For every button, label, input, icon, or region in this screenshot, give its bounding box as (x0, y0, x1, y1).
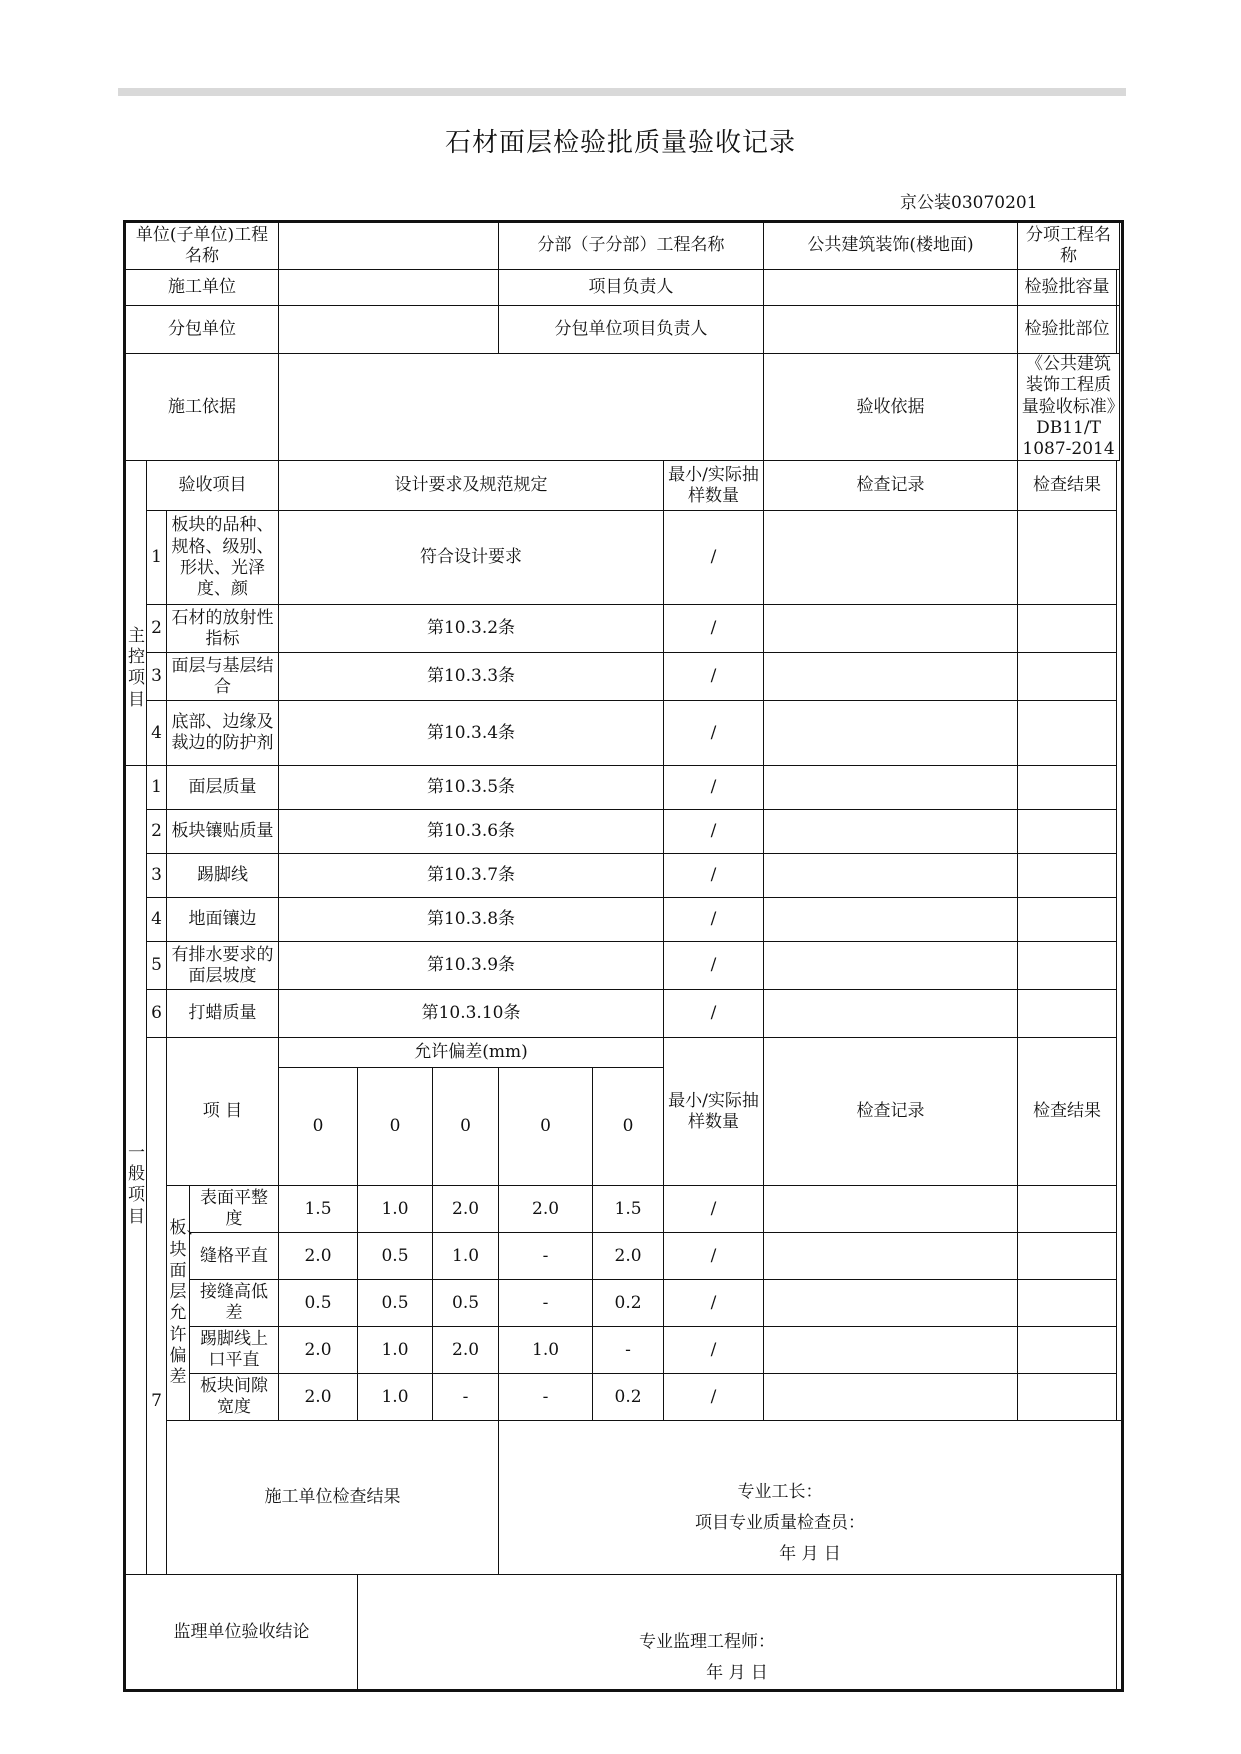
tolerance-value: - (499, 1233, 593, 1280)
row-number: 3 (147, 854, 167, 898)
supervisor-label: 监理单位验收结论 (125, 1575, 358, 1691)
row-sample: / (664, 653, 764, 701)
row-item-name: 底部、边缘及裁边的防护剂 (167, 701, 279, 766)
row-record[interactable] (764, 605, 1018, 653)
row-item-name: 有排水要求的面层坡度 (167, 942, 279, 990)
row-result[interactable] (1018, 898, 1117, 942)
tolerance-result-label: 检查结果 (1018, 1038, 1117, 1186)
row-number: 4 (147, 898, 167, 942)
tolerance-group-label: 板、块面层允许偏差 (167, 1186, 190, 1421)
row-item-name: 石材的放射性指标 (167, 605, 279, 653)
tolerance-value: 2.0 (433, 1186, 499, 1233)
contractor-label: 施工单位 (125, 270, 279, 306)
tolerance-value: 2.0 (279, 1327, 358, 1374)
basis-value[interactable] (279, 354, 764, 461)
row-sample: / (664, 990, 764, 1038)
division-value: 公共建筑装饰(楼地面) (764, 222, 1018, 270)
row-sample: / (664, 1233, 764, 1280)
row-result[interactable] (1018, 810, 1117, 854)
tolerance-value: - (433, 1374, 499, 1421)
tolerance-col-value: 0 (358, 1068, 433, 1186)
tolerance-value: 0.5 (358, 1280, 433, 1327)
col-result: 检查结果 (1018, 461, 1117, 511)
tolerance-value: 1.0 (433, 1233, 499, 1280)
tolerance-row (125, 1186, 1123, 1233)
tolerance-value: - (593, 1327, 664, 1374)
general-row (125, 898, 1123, 942)
col-record: 检查记录 (764, 461, 1018, 511)
header-row-2 (125, 270, 1123, 306)
row-item-name: 踢脚线 (167, 854, 279, 898)
form-code: 京公装03070201 (900, 193, 1038, 213)
tolerance-value: 1.5 (593, 1186, 664, 1233)
capacity-value[interactable] (1117, 270, 1120, 306)
tolerance-value: 0.5 (279, 1280, 358, 1327)
tolerance-item-name: 接缝高低差 (190, 1280, 279, 1327)
tolerance-header-label: 允许偏差(mm) (279, 1038, 664, 1068)
tolerance-value: 1.0 (358, 1374, 433, 1421)
general-label: 一般项目 (125, 766, 147, 1575)
tolerance-value: 2.0 (433, 1327, 499, 1374)
tolerance-col-value: 0 (279, 1068, 358, 1186)
row-sample: / (664, 766, 764, 810)
unit-name-value[interactable] (279, 222, 499, 270)
main-row (125, 701, 1123, 766)
row-sample: / (664, 1327, 764, 1374)
row-result[interactable] (1018, 1374, 1117, 1421)
row-number: 7 (147, 1038, 167, 1575)
contractor-check-area[interactable] (499, 1421, 1123, 1575)
col-item: 验收项目 (147, 461, 279, 511)
form-title: 石材面层检验批质量验收记录 (444, 128, 796, 158)
row-sample: / (664, 810, 764, 854)
main-row (125, 511, 1123, 605)
tolerance-value: 0.2 (593, 1374, 664, 1421)
row-number: 6 (147, 990, 167, 1038)
contractor-value[interactable] (279, 270, 499, 306)
tolerance-row (125, 1327, 1123, 1374)
row-result[interactable] (1018, 854, 1117, 898)
row-record[interactable] (764, 1233, 1018, 1280)
tolerance-header-row (125, 1038, 1123, 1068)
row-number: 3 (147, 653, 167, 701)
foreman-label: 专业工长： (737, 1481, 823, 1502)
row-sample: / (664, 701, 764, 766)
tolerance-record-label: 检查记录 (764, 1038, 1018, 1186)
row-record[interactable] (764, 701, 1018, 766)
column-header-row (125, 461, 1123, 511)
supervisor-area[interactable] (358, 1575, 1117, 1691)
sub-pm-label: 分包单位项目负责人 (499, 306, 764, 354)
subcontractor-value[interactable] (279, 306, 499, 354)
main-row (125, 653, 1123, 701)
acceptance-record-table (123, 220, 1124, 1692)
supervisor-row (125, 1575, 1123, 1691)
row-item-name: 面层质量 (167, 766, 279, 810)
top-rule (118, 88, 1126, 96)
row-record[interactable] (764, 766, 1018, 810)
project-manager-label: 项目负责人 (499, 270, 764, 306)
row-record[interactable] (764, 511, 1018, 605)
col-design: 设计要求及规范规定 (279, 461, 664, 511)
row-requirement: 第10.3.4条 (279, 701, 664, 766)
row-result[interactable] (1018, 1186, 1117, 1233)
tolerance-col-value: 0 (433, 1068, 499, 1186)
row-sample: / (664, 1280, 764, 1327)
row-result[interactable] (1018, 990, 1117, 1038)
tolerance-value: 2.0 (279, 1233, 358, 1280)
tolerance-value: 2.0 (593, 1233, 664, 1280)
row-result[interactable] (1018, 942, 1117, 990)
row-item-name: 地面镶边 (167, 898, 279, 942)
col-sample: 最小/实际抽样数量 (664, 461, 764, 511)
row-sample: / (664, 511, 764, 605)
main-row (125, 605, 1123, 653)
row-sample: / (664, 942, 764, 990)
row-result[interactable] (1018, 1327, 1117, 1374)
date-label: 年 月 日 (779, 1544, 841, 1565)
main-control-label: 主控项目 (125, 461, 147, 766)
row-requirement: 第10.3.7条 (279, 854, 664, 898)
row-number: 5 (147, 942, 167, 990)
tolerance-item-label: 项 目 (167, 1038, 279, 1186)
row-record[interactable] (764, 854, 1018, 898)
row-sample: / (664, 1186, 764, 1233)
subcontractor-label: 分包单位 (125, 306, 279, 354)
row-requirement: 第10.3.3条 (279, 653, 664, 701)
header-row-4 (125, 354, 1123, 461)
tolerance-value: 1.0 (358, 1186, 433, 1233)
tolerance-row (125, 1280, 1123, 1327)
contractor-check-row (125, 1421, 1123, 1575)
unit-name-label: 单位(子单位)工程名称 (125, 222, 279, 270)
general-row (125, 854, 1123, 898)
row-sample: / (664, 605, 764, 653)
row-requirement: 第10.3.5条 (279, 766, 664, 810)
tolerance-value: 2.0 (279, 1374, 358, 1421)
row-result[interactable] (1018, 653, 1117, 701)
tolerance-item-name: 表面平整度 (190, 1186, 279, 1233)
tolerance-sample-label: 最小/实际抽样数量 (664, 1038, 764, 1186)
supervisor-date-label: 年 月 日 (706, 1663, 768, 1684)
row-result[interactable] (1018, 766, 1117, 810)
header-row-1 (125, 222, 1123, 270)
row-record[interactable] (764, 1280, 1018, 1327)
tolerance-item-name: 缝格平直 (190, 1233, 279, 1280)
row-requirement: 第10.3.6条 (279, 810, 664, 854)
division-label: 分部（子分部）工程名称 (499, 222, 764, 270)
tolerance-col-value: 0 (499, 1068, 593, 1186)
row-item-name: 板块的品种、规格、级别、形状、光泽度、颜 (167, 511, 279, 605)
row-record[interactable] (764, 810, 1018, 854)
location-value[interactable] (1117, 306, 1120, 354)
inspector-label: 项目专业质量检查员： (695, 1513, 866, 1534)
row-number: 2 (147, 810, 167, 854)
row-sample: / (664, 854, 764, 898)
row-result[interactable] (1018, 1233, 1117, 1280)
row-requirement: 第10.3.2条 (279, 605, 664, 653)
row-result[interactable] (1018, 511, 1117, 605)
row-number: 4 (147, 701, 167, 766)
acceptance-basis-label: 验收依据 (764, 354, 1018, 461)
row-requirement: 第10.3.10条 (279, 990, 664, 1038)
row-requirement: 第10.3.8条 (279, 898, 664, 942)
row-record[interactable] (764, 898, 1018, 942)
row-result[interactable] (1018, 701, 1117, 766)
sub-pm-value[interactable] (764, 306, 1018, 354)
row-requirement: 符合设计要求 (279, 511, 664, 605)
row-number: 2 (147, 605, 167, 653)
tolerance-value: 0.2 (593, 1280, 664, 1327)
row-record[interactable] (764, 1186, 1018, 1233)
row-requirement: 第10.3.9条 (279, 942, 664, 990)
tolerance-row (125, 1374, 1123, 1421)
location-label: 检验批部位 (1018, 306, 1117, 354)
header-row-3 (125, 306, 1123, 354)
tolerance-value: 0.5 (358, 1233, 433, 1280)
tolerance-col-value: 0 (593, 1068, 664, 1186)
row-result[interactable] (1018, 605, 1117, 653)
supervisor-engineer-label: 专业监理工程师： (639, 1632, 776, 1652)
tolerance-value: - (499, 1280, 593, 1327)
row-item-name: 打蜡质量 (167, 990, 279, 1038)
contractor-check-label: 施工单位检查结果 (167, 1421, 499, 1575)
tolerance-value: 1.0 (358, 1327, 433, 1374)
tolerance-item-name: 踢脚线上口平直 (190, 1327, 279, 1374)
basis-label: 施工依据 (125, 354, 279, 461)
row-item-name: 板块镶贴质量 (167, 810, 279, 854)
general-row (125, 990, 1123, 1038)
row-number: 1 (147, 511, 167, 605)
row-record[interactable] (764, 1374, 1018, 1421)
general-row (125, 942, 1123, 990)
row-result[interactable] (1018, 1280, 1117, 1327)
tolerance-value: - (499, 1374, 593, 1421)
tolerance-value: 2.0 (499, 1186, 593, 1233)
row-record[interactable] (764, 653, 1018, 701)
tolerance-value: 0.5 (433, 1280, 499, 1327)
row-number: 1 (147, 766, 167, 810)
tolerance-value: 1.5 (279, 1186, 358, 1233)
tolerance-value: 1.0 (499, 1327, 593, 1374)
general-row (125, 810, 1123, 854)
row-item-name: 面层与基层结合 (167, 653, 279, 701)
acceptance-basis-value: 《公共建筑装饰工程质量验收标准》DB11/T 1087-2014 (1018, 354, 1120, 461)
tolerance-item-name: 板块间隙宽度 (190, 1374, 279, 1421)
row-record[interactable] (764, 1327, 1018, 1374)
general-row (125, 766, 1123, 810)
row-sample: / (664, 1374, 764, 1421)
row-record[interactable] (764, 990, 1018, 1038)
tolerance-row (125, 1233, 1123, 1280)
project-manager-value[interactable] (764, 270, 1018, 306)
subitem-label: 分项工程名称 (1018, 222, 1120, 270)
row-record[interactable] (764, 942, 1018, 990)
row-sample: / (664, 898, 764, 942)
capacity-label: 检验批容量 (1018, 270, 1117, 306)
